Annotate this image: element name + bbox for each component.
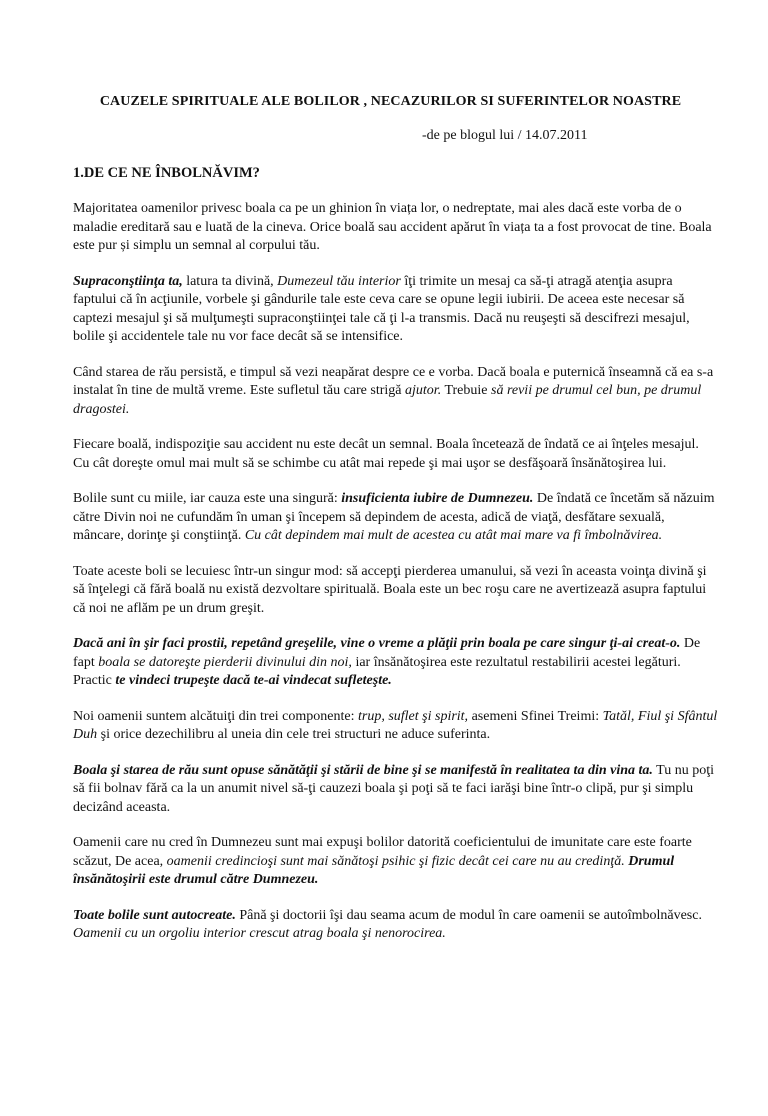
document-title: CAUZELE SPIRITUALE ALE BOLILOR , NECAZURILOR SI SUFERINTELOR NOASTRE [99,94,682,109]
paragraph [73,273,718,347]
text-run: şi orice dezechilibru al uneia din cele trei structuri ne aduce suferinta. [97,727,491,742]
text-run: Bolile sunt cu miile, iar cauza este una singură: [73,491,342,506]
emphasis-run: Oamenii cu un orgoliu interior crescut atrag boala şi nenorocirea. [73,926,446,941]
emphasis-run: ajutor. [405,383,442,398]
emphasis-run: Toate bolile sunt autocreate. [73,907,236,923]
paragraph [73,834,718,890]
paragraph [73,762,718,818]
paragraph [73,364,718,420]
emphasis-run: Dacă ani în şir faci prostii, repetând greşelile, vine o vreme a plăţii prin boala pe care singur ţi-ai creat-o. [73,636,681,651]
text-run: Oamenii care nu cred în Dumnezeu sunt mai expuşi bolilor datorită coeficientului de imunitate care este foarte scăzut, De acea, [73,835,692,869]
emphasis-run: Cu cât depindem mai mult de acestea cu atât mai mare va fi îmbolnăvirea. [244,528,663,543]
paragraph [73,563,718,619]
emphasis-run: oamenii credincioşi sunt mai sănătoşi psihic şi fizic decât cei care nu au credinţă. [166,853,625,869]
emphasis-run: Drumul însănătoşirii este drumul către Dumnezeu. [73,853,675,887]
emphasis-run: boala se datoreşte pierderii divinului din noi, [98,654,352,670]
text-run: îţi trimite un mesaj ca să-ţi atragă atenţia asupra faptului că în acţiunile, vorbele şi gândurile tale este ceva care se opune legii iubirii. De aceea este necesar să captezi mesajul şi să mulţumeşti supraconştiinţei tale că ţi l-a transmis. Dacă nu reuşeşti să descifrezi mesajul, bolile şi accidentele tale nu vor face decât să se intensifice. [73,273,690,344]
document-body [73,200,718,944]
document-page [0,92,768,1116]
emphasis-run: Supraconştiinţa ta, [73,273,183,289]
section-heading: 1.DE CE NE ÎNBOLNĂVIM? [73,165,260,181]
text-run: Până şi doctorii îşi dau seama acum de modul în care oamenii se autoîmbolnăvesc. [235,907,702,923]
text-run: Trebuie [441,383,491,398]
text-run: Toate aceste boli se lecuiesc într-un singur mod: să accepţi pierderea umanului, să vezi în aceasta voinţa divină şi să înţelegi că fără boală nu există dezvoltare spirituală. Boala este un bec roşu care ne avertizează asupra faptului că noi ne aflăm pe un drum greşit. [73,563,707,616]
emphasis-run: Tatăl, Fiul şi Sfântul Duh [73,708,718,742]
text-run: Noi oamenii suntem alcătuiţi din trei componente: [73,708,358,724]
text-run: latura ta divină, [182,273,278,289]
paragraph [73,490,718,546]
text-run: Majoritatea oamenilor privesc boala ca pe un ghinion în viața lor, o nedreptate, mai ales dacă este vorba de o maladie ereditară sau e luată de la cineva. Orice boală sau accident apărut în viața ta a fost provocat de tine. Boala este pur și simplu un semnal al corpului tău. [73,201,712,253]
paragraph [73,708,718,745]
paragraph [73,200,718,256]
text-run: Când starea de rău persistă, e timpul să vezi neapărat despre ce e vorba. Dacă boala e puternică înseamnă că ea s-a instalat în tine de multă vreme. Este sufletul tău care strigă [73,364,714,398]
text-run: De îndată ce încetăm să năzuim către Divin noi ne cufundăm în uman şi începem să depindem de acesta, adică de viaţă, desfătare sexuală, mâncare, dorinţe şi conştiinţă. [73,491,715,543]
text-run: De fapt [73,636,701,670]
emphasis-run: te vindeci trupeşte dacă te-ai vindecat sufleteşte. [115,673,392,688]
text-run: asemeni Sfinei Treimi: [468,708,603,724]
emphasis-run: insuficienta iubire de Dumnezeu. [341,491,534,506]
emphasis-run: Dumezeul tău interior [277,273,401,289]
text-run: iar însănătoşirea este rezultatul restabilirii acestei legături. Practic [73,654,681,688]
text-run: Tu nu poţi să fii bolnav fără ca la un anumit nivel să-ţi cauzezi boala şi poţi să te faci iarăşi bine într-o clipă, pur şi simplu decizând aceasta. [73,762,714,815]
document-byline: -de pe blogul lui / 14.07.2011 [422,128,588,143]
paragraph [73,635,718,691]
emphasis-run: Boala şi starea de rău sunt opuse sănătăţii şi stării de bine şi se manifestă în realitatea ta din vina ta. [73,762,653,778]
paragraph [73,907,718,944]
paragraph [73,436,718,473]
emphasis-run: trup, suflet şi spirit, [357,708,469,724]
emphasis-run: să revii pe drumul cel bun, pe drumul dragostei. [73,383,702,417]
text-run: Fiecare boală, indispoziţie sau accident nu este decât un semnal. Boala încetează de îndată ce ai înţeles mesajul. Cu cât doreşte omul mai mult să se schimbe cu atât mai repede şi mai uşor se desfăşoară însănătoşirea lui. [73,437,699,471]
